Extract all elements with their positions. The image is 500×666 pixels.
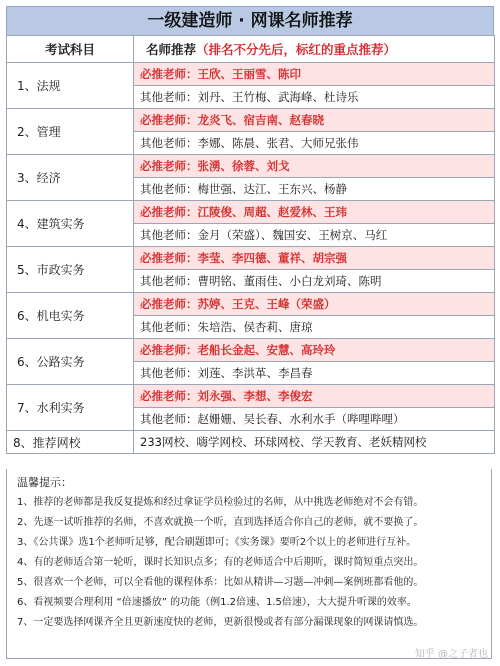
other-teachers-cell: 其他老师：金月（荣盛）、魏国安、王树京、马红 [134, 224, 495, 247]
subject-cell: 7、水利实务 [7, 385, 134, 431]
other-teachers-cell: 其他老师：李娜、陈晨、张君、大师兄张伟 [134, 132, 495, 155]
other-teachers-cell: 其他老师：朱培浩、侯杏莉、唐琼 [134, 316, 495, 339]
tip-item: 6、看视频要合理利用 “倍速播放” 的功能（例1.2倍速、1.5倍速），大大提升听课的效率。 [17, 597, 417, 608]
table-row [7, 63, 495, 86]
must-teachers-cell: 必推老师：苏婷、王克、王峰（荣盛） [134, 293, 495, 316]
tip-item: 1、推荐的老师都是我反复提炼和经过拿证学员检验过的名师，从中挑选老师绝对不会有错。 [17, 497, 424, 508]
tips-box [6, 469, 492, 659]
subject-cell: 1、法规 [7, 63, 134, 109]
tip-item: 5、很喜欢一个老师，可以全看他的课程体系：比如从精讲—习题—冲刺—案例班都看他的。 [17, 577, 424, 588]
subject-cell: 3、经济 [7, 155, 134, 201]
subject-cell: 4、建筑实务 [7, 201, 134, 247]
teachers-column-header [134, 36, 495, 63]
tip-item: 2、先逐一试听推荐的名师，不喜欢就换一个听，直到选择适合你自己的老师，就不要换了。 [17, 517, 424, 528]
teachers-header-note: （排名不分先后，标红的重点推荐） [196, 42, 397, 57]
must-teachers-cell: 必推老师：张湧、徐蓉、刘戈 [134, 155, 495, 178]
must-teachers-cell: 必推老师：刘永强、李想、李俊宏 [134, 385, 495, 408]
tip-item: 3、《公共课》选1个老师听足够，配合刷题即可；《实务课》要听2个以上的老师进行互补。 [17, 537, 417, 548]
table-row [7, 385, 495, 408]
teachers-header-label: 名师推荐 [146, 42, 197, 57]
other-teachers-cell: 其他老师：刘丹、王竹梅、武海峰、杜诗乐 [134, 86, 495, 109]
other-teachers-cell: 其他老师：梅世强、达江、王东兴、杨静 [134, 178, 495, 201]
subject-cell: 6、机电实务 [7, 293, 134, 339]
watermark: 知乎 @之子者也 [414, 649, 488, 660]
must-teachers-cell: 必推老师：江陵俊、周超、赵爱林、王玮 [134, 201, 495, 224]
subject-cell: 5、市政实务 [7, 247, 134, 293]
tip-item: 4、有的老师适合第一轮听，课时长知识点多；有的老师适合中后期听，课时简短重点突出。 [17, 557, 424, 568]
other-teachers-cell: 其他老师：赵姗姗、吴长春、水利水手（哔哩哔哩） [134, 408, 495, 431]
subject-cell: 2、管理 [7, 109, 134, 155]
table-row [7, 339, 495, 362]
recommend-cell: 233网校、嗨学网校、环球网校、学天教育、老妖精网校 [134, 431, 495, 454]
table-header-row [7, 36, 495, 63]
other-teachers-cell: 其他老师：曹明铭、董雨佳、小白龙刘琦、陈明 [134, 270, 495, 293]
other-teachers-cell: 其他老师：刘莲、李洪革、李昌春 [134, 362, 495, 385]
page-title: 一级建造师 · 网课名师推荐 [6, 6, 494, 36]
table-row [7, 431, 495, 454]
table-row [7, 293, 495, 316]
tip-item: 7、一定要选择网课齐全且更新速度快的老师，更新很慢或者有部分漏课现象的网课请慎选。 [17, 617, 424, 628]
table-row [7, 201, 495, 224]
subject-cell: 6、公路实务 [7, 339, 134, 385]
table-body [7, 63, 495, 431]
tips-heading: 温馨提示： [17, 476, 72, 489]
must-teachers-cell: 必推老师：李莹、李四德、董祥、胡宗强 [134, 247, 495, 270]
must-teachers-cell: 必推老师：老船长金起、安慧、高玲玲 [134, 339, 495, 362]
table-row [7, 155, 495, 178]
teacher-table [6, 35, 495, 454]
subject-column-header: 考试科目 [7, 36, 134, 63]
must-teachers-cell: 必推老师：龙炎飞、宿吉南、赵春晓 [134, 109, 495, 132]
subject-cell: 8、推荐网校 [7, 431, 134, 454]
table-row [7, 109, 495, 132]
tips-list [17, 493, 483, 633]
must-teachers-cell: 必推老师：王欣、王丽雪、陈印 [134, 63, 495, 86]
table-row [7, 247, 495, 270]
